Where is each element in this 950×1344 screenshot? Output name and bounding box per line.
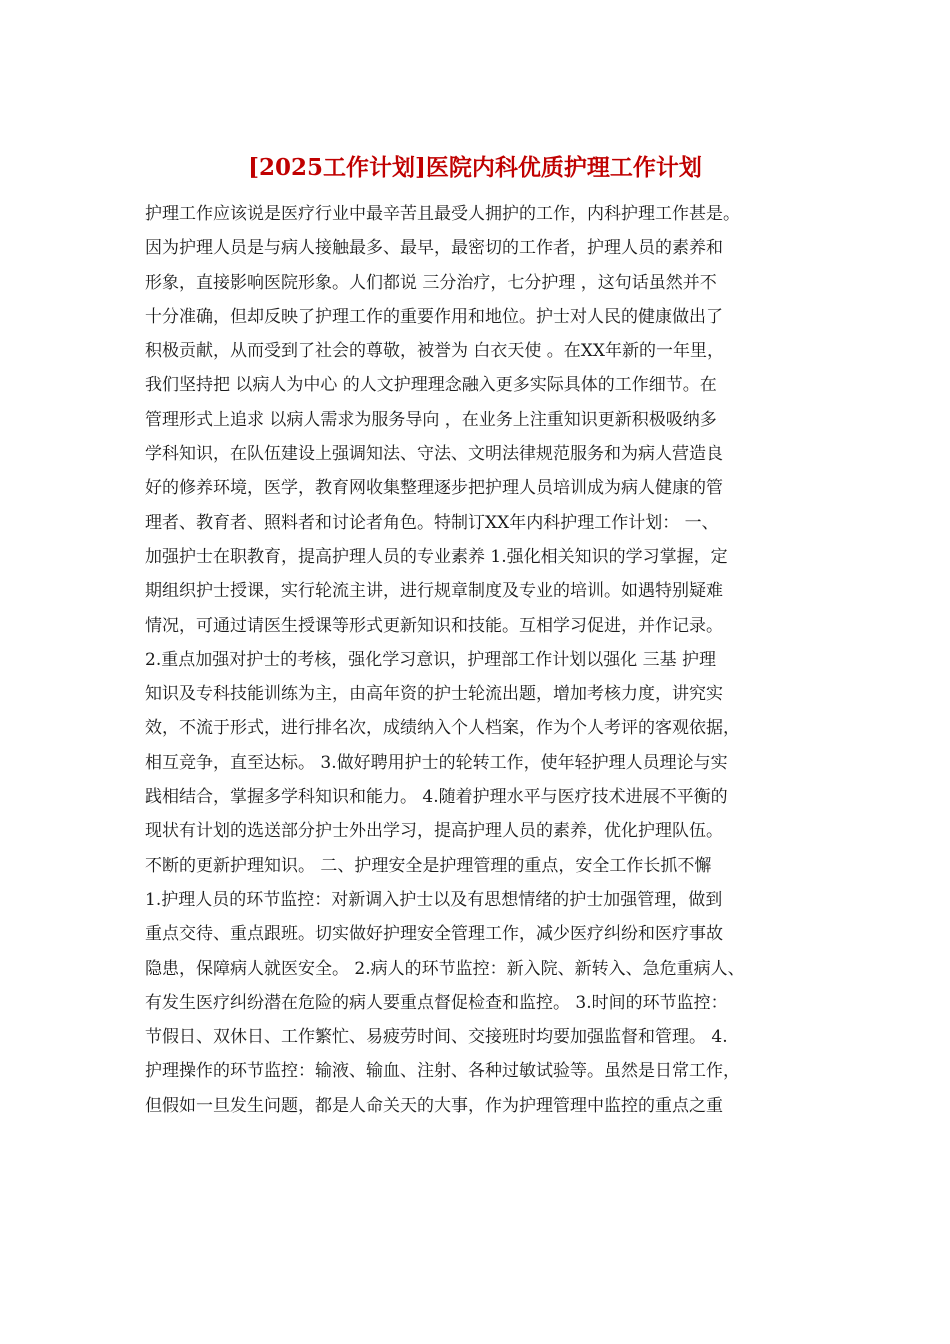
- body-line: 护理操作的环节监控：输液、输血、注射、各种过敏试验等。虽然是日常工作，: [145, 1061, 740, 1082]
- body-line: 十分准确，但却反映了护理工作的重要作用和地位。护士对人民的健康做出了: [145, 306, 723, 327]
- body-line: 理者、教育者、照料者和讨论者角色。特制订XX年内科护理工作计划： 一、: [145, 512, 719, 533]
- body-line: 2.重点加强对护士的考核，强化学习意识，护理部工作计划以强化 三基 护理: [145, 649, 717, 670]
- body-line: 期组织护士授课，实行轮流主讲，进行规章制度及专业的培训。如遇特别疑难: [145, 581, 723, 602]
- body-line: 重点交待、重点跟班。切实做好护理安全管理工作，减少医疗纠纷和医疗事故: [145, 924, 723, 945]
- body-line: 不断的更新护理知识。 二、护理安全是护理管理的重点，安全工作长抓不懈: [145, 855, 712, 876]
- body-line: 管理形式上追求 以病人需求为服务导向 ，在业务上注重知识更新积极吸纳多: [145, 409, 717, 430]
- body-line: 因为护理人员是与病人接触最多、最早，最密切的工作者，护理人员的素养和: [145, 238, 723, 259]
- document-body: [145, 197, 815, 1123]
- body-line: 形象，直接影响医院形象。人们都说 三分治疗，七分护理 ，这句话虽然并不: [145, 272, 717, 293]
- document-title: [2025工作计划]医院内科优质护理工作计划: [248, 154, 702, 181]
- body-line: 隐患，保障病人就医安全。 2.病人的环节监控：新入院、新转入、急危重病人、: [145, 958, 745, 979]
- body-line: 相互竞争，直至达标。 3.做好聘用护士的轮转工作，使年轻护理人员理论与实: [145, 752, 728, 773]
- body-line: 现状有计划的选送部分护士外出学习，提高护理人员的素养，优化护理队伍。: [145, 821, 723, 842]
- body-line: 好的修养环境，医学，教育网收集整理逐步把护理人员培训成为病人健康的管: [145, 478, 723, 499]
- body-line: 积极贡献，从而受到了社会的尊敬，被誉为 白衣天使 。在XX年新的一年里，: [145, 341, 725, 362]
- body-line: 护理工作应该说是医疗行业中最辛苦且最受人拥护的工作，内科护理工作甚是。: [145, 204, 740, 224]
- body-line: 但假如一旦发生问题，都是人命关天的大事，作为护理管理中监控的重点之重: [145, 1095, 723, 1116]
- body-line: 节假日、双休日、工作繁忙、易疲劳时间、交接班时均要加强监督和管理。 4.: [145, 1027, 728, 1048]
- body-line: 情况，可通过请医生授课等形式更新知识和技能。互相学习促进，并作记录。: [145, 615, 723, 636]
- body-line: 学科知识，在队伍建设上强调知法、守法、文明法律规范服务和为病人营造良: [145, 444, 723, 465]
- body-line: 有发生医疗纠纷潜在危险的病人要重点督促检查和监控。 3.时间的环节监控：: [145, 992, 728, 1013]
- body-line: 效，不流于形式，进行排名次，成绩纳入个人档案，作为个人考评的客观依据，: [145, 718, 740, 739]
- body-line: 践相结合，掌握多学科知识和能力。 4.随着护理水平与医疗技术进展不平衡的: [145, 787, 728, 808]
- body-line: 1.护理人员的环节监控：对新调入护士以及有思想情绪的护士加强管理，做到: [145, 889, 723, 910]
- body-line: 我们坚持把 以病人为中心 的人文护理理念融入更多实际具体的工作细节。在: [145, 375, 717, 396]
- body-line: 知识及专科技能训练为主，由高年资的护士轮流出题，增加考核力度，讲究实: [145, 684, 723, 705]
- body-line: 加强护士在职教育，提高护理人员的专业素养 1.强化相关知识的学习掌握，定: [145, 546, 728, 567]
